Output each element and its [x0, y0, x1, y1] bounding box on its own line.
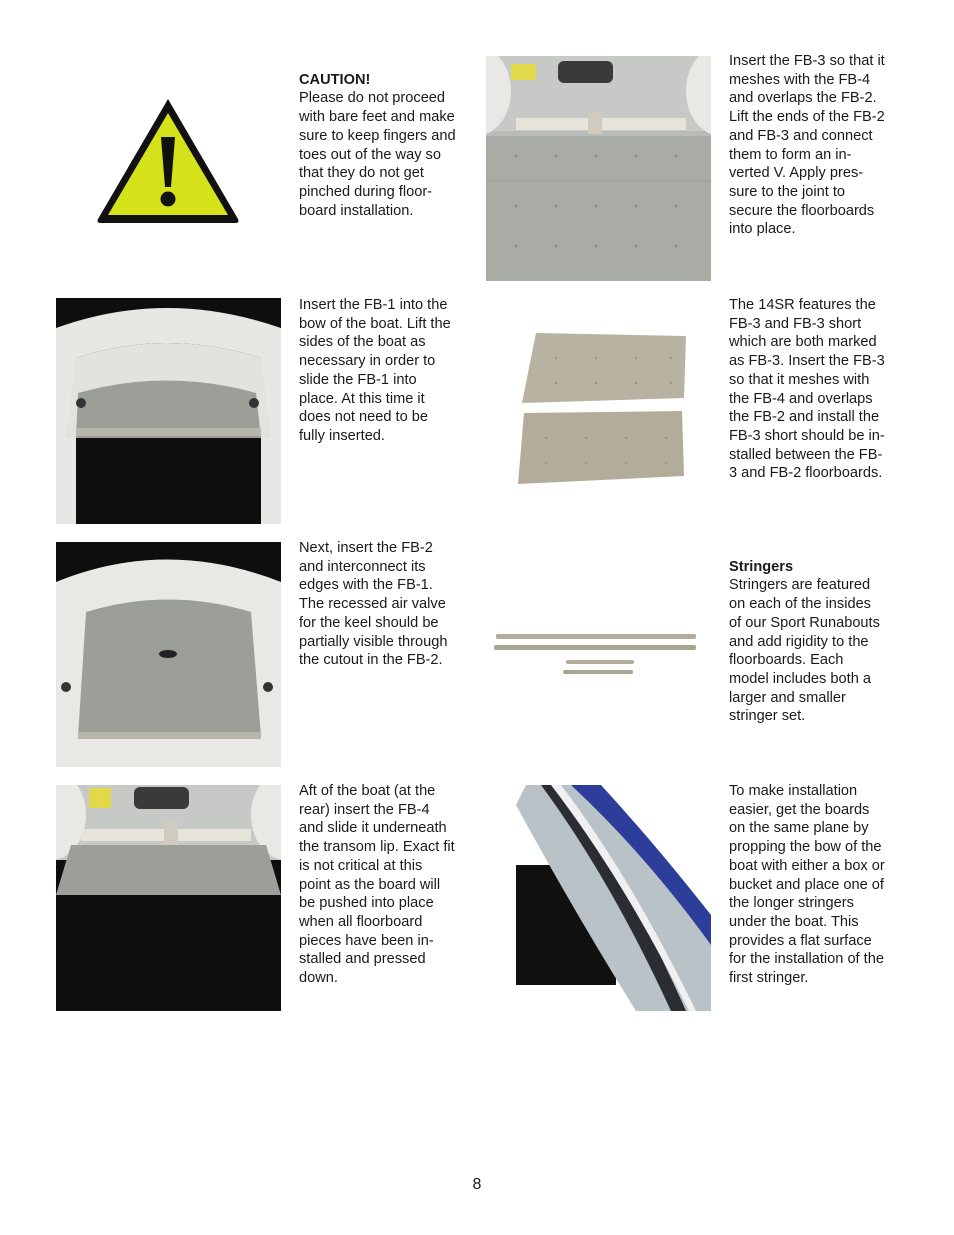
step-fb2-text: Next, insert the FB-2 and interconnect its edges with the FB-1. The recessed air valve for the keel should be partially visible through the cutout in the FB-2. — [299, 540, 448, 669]
caution-heading: CAUTION! — [299, 71, 371, 88]
step-fb3-text: Insert the FB-3 so that it meshes with the FB-4 and overlaps the FB-2. Lift the ends of the FB-2 and FB-3 and connect them to form an in- verted V. Apply pres- sure to the joint to secure the floorboards into place. — [729, 53, 885, 238]
caution-block — [299, 52, 474, 220]
step-14sr-text: The 14SR features the FB-3 and FB-3 short which are both marked as FB-3. Insert the FB-3 so that it meshes with the FB-4 and overlaps the FB-2 and install the FB-3 short should be in- stalled between the FB- 3 and FB-2 floorboards. — [729, 297, 885, 482]
photo-fb2-installed — [56, 542, 281, 767]
stringers-text: Stringers are featured on each of the insides of our Sport Runabouts and add rigidity to the floorboards. Each model includes both a larger and smaller stringer set. — [729, 577, 880, 725]
photo-stringers — [486, 542, 711, 767]
photo-fb3-boards — [486, 298, 711, 524]
stringers-heading: Stringers — [729, 558, 794, 575]
step-fb1-text: Insert the FB-1 into the bow of the boat. Lift the sides of the boat as necessary in order to slide the FB-1 into place. At this time it does not need to be fully inserted. — [299, 297, 451, 444]
step-propping-text: To make installation easier, get the boards on the same plane by propping the bow of the boat with either a box or bucket and place one of the longer stringers under the boat. This provides a flat surface for the installation of the first stringer. — [729, 783, 885, 987]
photo-fb3-inserted — [486, 56, 711, 281]
photo-fb1-bow — [56, 298, 281, 524]
caution-text: Please do not proceed with bare feet and make sure to keep fingers and toes out of the way so that they do not get pinched during floor- board installation. — [299, 90, 456, 219]
stringers-block — [729, 539, 909, 726]
page-number: 8 — [472, 1176, 482, 1193]
step-fb4-text: Aft of the boat (at the rear) insert the FB-4 and slide it underneath the transom lip. Exact fit is not critical at this point as the board will be pushed into place when all floorboard pieces have been in- stalled and pressed down. — [299, 783, 455, 987]
photo-boat-propped — [486, 785, 711, 1011]
warning-sign-icon — [94, 95, 242, 225]
photo-fb4-transom — [56, 785, 281, 1011]
